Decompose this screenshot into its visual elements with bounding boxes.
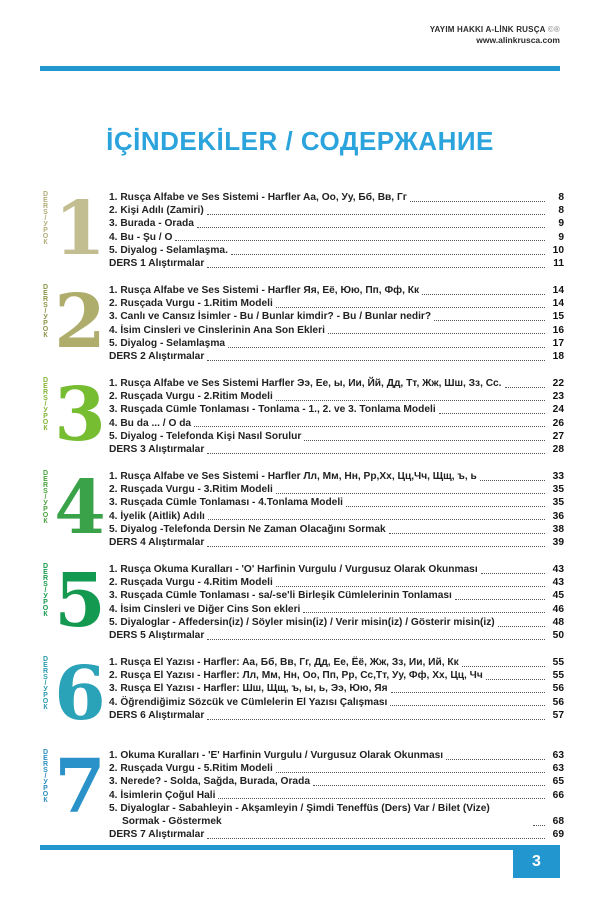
- toc-entry-title: 3. Burada - Orada: [109, 218, 194, 230]
- dotted-leader: [207, 639, 545, 640]
- lesson-vertical-label: DERS/УРОК: [42, 377, 49, 431]
- toc-entry-title: 2. Kişi Adılı (Zamiri): [109, 205, 204, 217]
- toc-entry-title: 4. İsim Cinsleri ve Diğer Cins Son ekleri: [109, 603, 301, 615]
- toc-entry-title: 2. Rusça El Yazısı - Harfler: Лл, Мм, Нн, Оо, Пп, Рр, Сс,Тт, Уу, Фф, Хх, Цц, Чч: [109, 670, 483, 682]
- section-items: [109, 468, 564, 549]
- toc-entry[interactable]: [109, 390, 564, 403]
- section-number: 7: [54, 744, 106, 830]
- toc-section: [40, 186, 564, 273]
- toc-entry[interactable]: [109, 297, 564, 310]
- dotted-leader: [304, 440, 545, 441]
- toc-entry-page: 9: [558, 231, 564, 243]
- toc-entry[interactable]: [109, 828, 564, 841]
- toc-entry[interactable]: [109, 231, 564, 244]
- toc-entry-title: 4. İsimlerin Çoğul Hali: [109, 789, 216, 801]
- section-number: 4: [54, 465, 106, 551]
- dotted-leader: [346, 506, 545, 507]
- toc-entry-title: 2. Rusçada Vurgu - 5.Ritim Modeli: [109, 763, 273, 775]
- dotted-leader: [498, 626, 545, 627]
- toc-entry-title: 5. Diyalog - Selamlaşma.: [109, 244, 228, 256]
- toc-entry-page: 43: [552, 577, 564, 589]
- toc-entry-title: 3. Nerede? - Solda, Sağda, Burada, Orada: [109, 776, 310, 788]
- toc-entry-title: 4. İsim Cinsleri ve Cinslerinin Ana Son Ekleri: [109, 324, 325, 336]
- dotted-leader: [328, 333, 545, 334]
- section-number: 6: [54, 651, 106, 737]
- toc-entry-title: 2. Rusçada Vurgu - 1.Ritim Modeli: [109, 298, 273, 310]
- toc-entry-page: 66: [552, 789, 564, 801]
- toc-entry-title: 1. Rusça Alfabe ve Ses Sistemi - Harfler Яя, Её, Юю, Пп, Фф, Кк: [109, 285, 420, 296]
- dotted-leader: [455, 599, 545, 600]
- toc-entry-title: DERS 5 Alıştırmalar: [109, 630, 205, 642]
- toc-entry-title: 5. Diyaloglar - Sabahleyin - Akşamleyin / Şimdi Teneffüs (Ders) Var / Bilet (Vize) Sormak - Göstermek: [109, 802, 490, 828]
- toc-entry[interactable]: [109, 257, 564, 270]
- dotted-leader: [197, 227, 545, 228]
- toc-entry-title: DERS 2 Alıştırmalar: [109, 351, 205, 363]
- toc-entry-title: 5. Diyalog - Selamlaşma: [109, 337, 226, 349]
- toc-entry-title: 3. Rusçada Cümle Tonlaması - Tonlama - 1., 2. ve 3. Tonlama Modeli: [109, 404, 436, 416]
- toc-entry[interactable]: [109, 762, 564, 775]
- dotted-leader: [207, 453, 545, 454]
- toc-entry-title: DERS 1 Alıştırmalar: [109, 258, 205, 270]
- toc-entry-title: DERS 6 Alıştırmalar: [109, 709, 205, 721]
- toc-entry[interactable]: [109, 789, 564, 802]
- toc-entry[interactable]: [109, 350, 564, 363]
- dotted-leader: [194, 426, 545, 427]
- toc-entry[interactable]: [109, 682, 564, 695]
- toc-entry-page: 14: [552, 285, 564, 296]
- toc-entry-page: 8: [558, 192, 564, 203]
- dotted-leader: [434, 320, 545, 321]
- toc-entry-title: 1. Rusça Okuma Kuralları - 'O' Harfinin Vurgulu / Vurgusuz Olarak Okunması: [109, 564, 478, 575]
- toc-entry-page: 39: [552, 537, 564, 549]
- dotted-leader: [228, 347, 545, 348]
- toc-entry-title: 1. Okuma Kuralları - 'E' Harfinin Vurgulu / Vurgusuz Olarak Okunması: [109, 750, 444, 761]
- toc-entry[interactable]: [109, 576, 564, 589]
- dotted-leader: [207, 267, 545, 268]
- toc-entry-title: DERS 4 Alıştırmalar: [109, 537, 205, 549]
- toc-entry-title: 4. Öğrendiğimiz Sözcük ve Cümlelerin El Yazısı Çalışması: [109, 696, 388, 708]
- dotted-leader: [446, 759, 545, 760]
- section-items: [109, 375, 564, 456]
- toc-entry[interactable]: [109, 377, 564, 390]
- toc-entry[interactable]: [109, 629, 564, 642]
- page-number-badge: 3: [513, 845, 560, 878]
- dotted-leader: [410, 201, 545, 202]
- toc-entry-title: 4. İyelik (Aitlik) Adılı: [109, 510, 205, 522]
- lesson-vertical-label: DERS/УРОК: [42, 191, 49, 245]
- section-items: [109, 189, 564, 270]
- toc-section: [40, 465, 564, 552]
- section-items: [109, 654, 564, 722]
- toc-entry-title: DERS 7 Alıştırmalar: [109, 829, 205, 841]
- copyright-text: YAYIM HAKKI A-LİNK RUSÇA: [429, 25, 546, 34]
- toc-entry-page: 15: [552, 311, 564, 323]
- dotted-leader: [480, 480, 545, 481]
- toc-section: [40, 744, 564, 841]
- toc-entry-page: 68: [552, 816, 564, 828]
- toc-entry-page: 63: [552, 750, 564, 761]
- dotted-leader: [389, 533, 545, 534]
- toc-entry[interactable]: [109, 204, 564, 217]
- toc-entry-title: 2. Rusçada Vurgu - 2.Ritim Modeli: [109, 391, 273, 403]
- toc-entry-page: 43: [552, 564, 564, 575]
- toc-entry[interactable]: [109, 709, 564, 722]
- toc-entry[interactable]: [109, 669, 564, 682]
- toc-entry-page: 56: [552, 683, 564, 695]
- toc-entry-page: 69: [552, 829, 564, 841]
- toc-entry[interactable]: [109, 616, 564, 629]
- dotted-leader: [303, 612, 545, 613]
- toc-section: [40, 558, 564, 645]
- toc-entry-title: 5. Diyalog -Telefonda Dersin Ne Zaman Olacağını Sormak: [109, 523, 386, 535]
- toc-entry-title: 2. Rusçada Vurgu - 4.Ritim Modeli: [109, 577, 273, 589]
- dotted-leader: [207, 214, 545, 215]
- page-header: [430, 25, 560, 45]
- toc-entry[interactable]: [109, 749, 564, 762]
- toc-entry[interactable]: [109, 775, 564, 788]
- toc-entry-page: 28: [552, 444, 564, 456]
- toc-entry-title: 4. Bu da ... / O da: [109, 417, 192, 429]
- dotted-leader: [422, 294, 545, 295]
- toc-entry-page: 10: [552, 244, 564, 256]
- toc-entry[interactable]: [109, 284, 564, 297]
- section-number: 1: [54, 186, 106, 272]
- dotted-leader: [207, 838, 545, 839]
- toc-entry-title: 5. Diyaloglar - Affedersin(iz) / Söyler misin(iz) / Verir misin(iz) / Gösterir misin(iz): [109, 616, 495, 628]
- toc-entry-page: 35: [552, 484, 564, 496]
- top-divider-rule: [40, 66, 560, 71]
- lesson-vertical-label: DERS/УРОК: [42, 284, 49, 338]
- section-items: [109, 747, 564, 841]
- toc-entry-page: 8: [558, 205, 564, 217]
- toc-entry-page: 55: [552, 670, 564, 682]
- toc-entry-title: 3. Canlı ve Cansız İsimler - Bu / Bunlar kimdir? - Bu / Bunlar nedir?: [109, 311, 432, 323]
- toc-entry-page: 57: [552, 709, 564, 721]
- toc-entry[interactable]: [109, 523, 564, 536]
- toc-entry[interactable]: [109, 310, 564, 323]
- toc-entry-page: 11: [553, 258, 564, 270]
- dotted-leader: [481, 573, 545, 574]
- toc-entry[interactable]: [109, 403, 564, 416]
- toc-entry-page: 14: [552, 298, 564, 310]
- toc-section: [40, 651, 564, 738]
- dotted-leader: [462, 666, 545, 667]
- toc-entry-title: 5. Diyalog - Telefonda Kişi Nasıl Sorulur: [109, 430, 302, 442]
- dotted-leader: [231, 254, 545, 255]
- toc-entry[interactable]: [109, 191, 564, 204]
- dotted-leader: [175, 240, 545, 241]
- toc-entry-page: 50: [552, 630, 564, 642]
- toc-entry-title: DERS 3 Alıştırmalar: [109, 444, 205, 456]
- dotted-leader: [207, 719, 545, 720]
- section-number: 2: [54, 279, 106, 365]
- toc-entry[interactable]: [109, 656, 564, 669]
- toc-section: [40, 279, 564, 366]
- toc-entry-page: 23: [552, 391, 564, 403]
- toc-entry-page: 55: [552, 657, 564, 668]
- dotted-leader: [276, 772, 545, 773]
- toc-entry[interactable]: [109, 536, 564, 549]
- toc-entry-title: 1. Rusça El Yazısı - Harfler: Aa, Бб, Вв, Гг, Дд, Ее, Ёё, Жж, Зз, Ии, Ий, Кк: [109, 657, 459, 668]
- website-url[interactable]: www.alinkrusca.com: [476, 35, 560, 45]
- toc-entry[interactable]: [109, 430, 564, 443]
- toc-entry[interactable]: [109, 470, 564, 483]
- page-title: İÇİNDEKİLER / СОДЕРЖАНИЕ: [106, 126, 494, 156]
- toc-entry-page: 9: [558, 218, 564, 230]
- dotted-leader: [276, 493, 545, 494]
- dotted-leader: [505, 387, 546, 388]
- toc-entry[interactable]: [109, 696, 564, 709]
- toc-entry-title: 3. Rusça El Yazısı - Harfler: Шш, Щщ, ъ, ы, ь, Ээ, Юю, Яя: [109, 683, 388, 695]
- toc-entry-title: 1. Rusça Alfabe ve Ses Sistemi Harfler Ээ, Ее, ы, Ии, Йй, Дд, Тт, Жж, Шш, Зз, Сс.: [109, 378, 502, 389]
- toc-entry-title: 3. Rusçada Cümle Tonlaması - sa/-se'li Birleşik Cümlelerinin Tonlaması: [109, 590, 452, 602]
- dotted-leader: [276, 400, 545, 401]
- toc-entry-page: 45: [552, 590, 564, 602]
- toc-entry-page: 35: [552, 497, 564, 509]
- toc-entry-title: 2. Rusçada Vurgu - 3.Ritim Modeli: [109, 484, 273, 496]
- section-number: 3: [54, 372, 106, 458]
- toc-entry[interactable]: [109, 337, 564, 350]
- dotted-leader: [439, 413, 545, 414]
- toc-section: [40, 372, 564, 459]
- bottom-divider-rule: [40, 845, 560, 850]
- lesson-vertical-label: DERS/УРОК: [42, 563, 49, 617]
- toc-entry[interactable]: [109, 603, 564, 616]
- toc-entry[interactable]: [109, 563, 564, 576]
- toc-entry-page: 65: [552, 776, 564, 788]
- toc-entry[interactable]: [109, 324, 564, 337]
- dotted-leader: [486, 679, 545, 680]
- dotted-leader: [207, 546, 545, 547]
- dotted-leader: [533, 825, 545, 826]
- dotted-leader: [208, 519, 545, 520]
- toc-entry-title: 1. Rusça Alfabe ve Ses Sistemi - Harfler Лл, Мм, Нн, Рр,Хх, Цц,Чч, Щщ, ъ, ь: [109, 471, 477, 482]
- dotted-leader: [218, 798, 545, 799]
- toc-entry-title: 1. Rusça Alfabe ve Ses Sistemi - Harfler Aa, Oo, Уу, Бб, Вв, Гг: [109, 192, 407, 203]
- dotted-leader: [391, 692, 545, 693]
- toc-entry[interactable]: [109, 244, 564, 257]
- dotted-leader: [276, 586, 545, 587]
- toc-entry-title: 3. Rusçada Cümle Tonlaması - 4.Tonlama Modeli: [109, 497, 343, 509]
- toc-entry-page: 18: [552, 351, 564, 363]
- toc-entry-page: 22: [552, 378, 564, 389]
- dotted-leader: [390, 705, 545, 706]
- toc-entry[interactable]: [109, 802, 564, 828]
- lesson-vertical-label: DERS/УРОК: [42, 749, 49, 803]
- toc-entry-page: 26: [552, 417, 564, 429]
- toc-entry[interactable]: [109, 496, 564, 509]
- toc-entry-page: 36: [552, 510, 564, 522]
- toc-entry-page: 48: [552, 616, 564, 628]
- toc-entry[interactable]: [109, 443, 564, 456]
- toc-entry[interactable]: [109, 483, 564, 496]
- copyright-line: [430, 25, 560, 34]
- toc-sections: [40, 186, 564, 850]
- toc-entry[interactable]: [109, 217, 564, 230]
- toc-entry-page: 63: [552, 763, 564, 775]
- toc-entry-page: 56: [552, 696, 564, 708]
- dotted-leader: [207, 360, 545, 361]
- toc-entry-page: 16: [552, 324, 564, 336]
- toc-entry-page: 17: [552, 337, 564, 349]
- dotted-leader: [313, 785, 545, 786]
- toc-entry[interactable]: [109, 510, 564, 523]
- toc-entry-title: 4. Bu - Şu / O: [109, 231, 173, 243]
- copyright-marks: ©®: [547, 25, 560, 34]
- toc-entry-page: 24: [552, 404, 564, 416]
- lesson-vertical-label: DERS/УРОК: [42, 656, 49, 710]
- toc-entry-page: 46: [552, 603, 564, 615]
- section-items: [109, 561, 564, 642]
- toc-entry-page: 38: [552, 523, 564, 535]
- lesson-vertical-label: DERS/УРОК: [42, 470, 49, 524]
- toc-entry[interactable]: [109, 417, 564, 430]
- toc-entry-page: 27: [552, 430, 564, 442]
- toc-entry[interactable]: [109, 589, 564, 602]
- section-items: [109, 282, 564, 363]
- toc-entry-page: 33: [552, 471, 564, 482]
- section-number: 5: [54, 558, 106, 644]
- dotted-leader: [276, 307, 545, 308]
